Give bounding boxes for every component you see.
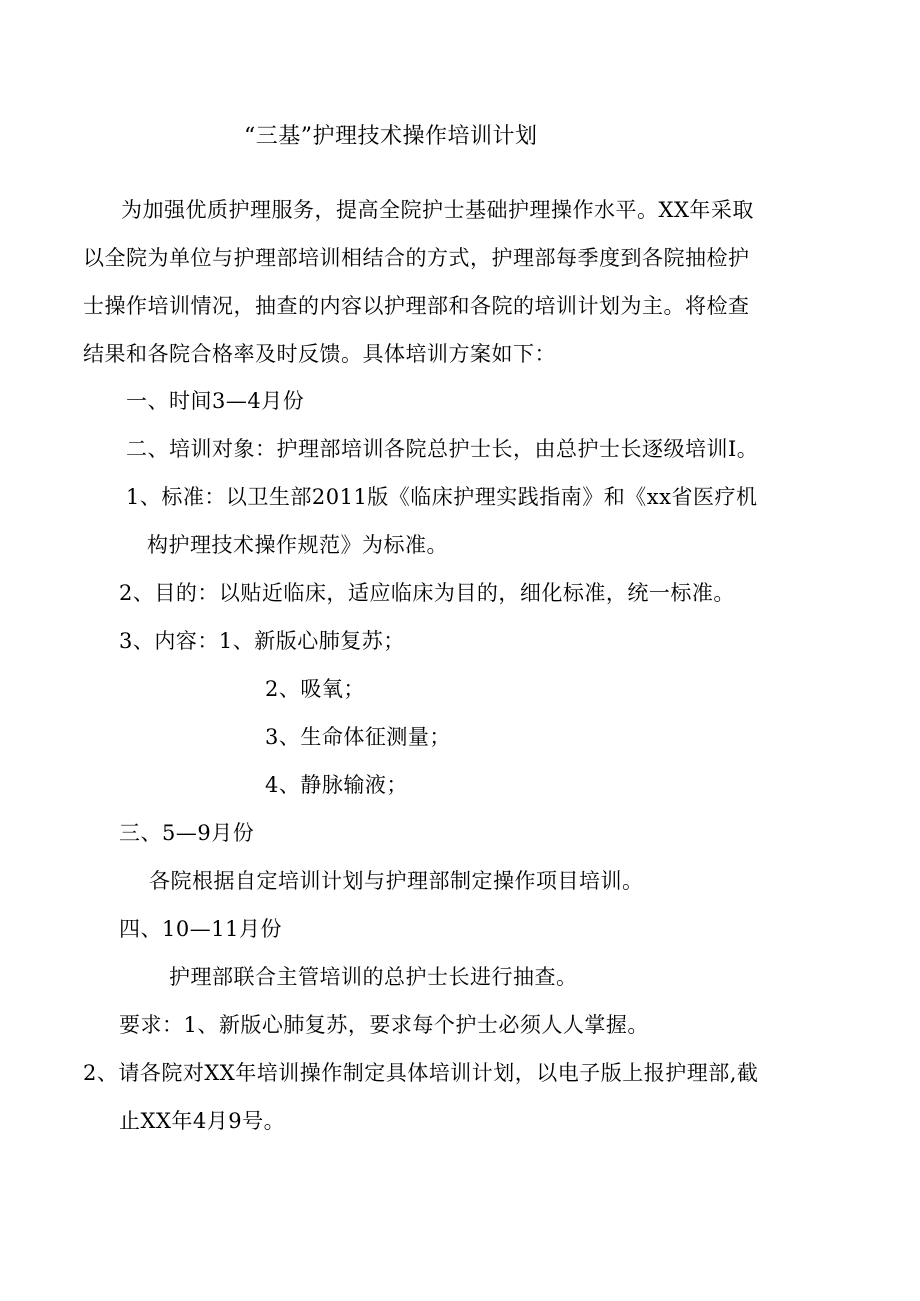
intro-line-4: 结果和各院合格率及时反馈。具体培训方案如下： bbox=[83, 342, 556, 366]
intro-line-3: 士操作培训情况，抽查的内容以护理部和各院的培训计划为主。将检查 bbox=[83, 294, 750, 318]
section-1-heading: 一、时间3—4月份 bbox=[126, 389, 305, 413]
requirement-1: 要求：1、新版心肺复苏，要求每个护士必须人人掌握。 bbox=[119, 1013, 649, 1037]
document-title: “三基”护理技术操作培训计划 bbox=[244, 124, 538, 149]
content-item-2: 2、吸氧； bbox=[265, 677, 365, 701]
requirement-2-line-1: 2、请各院对XX年培训操作制定具体培训计划，以电子版上报护理部,截 bbox=[83, 1061, 759, 1085]
content-item-4: 4、静脉输液； bbox=[265, 773, 408, 797]
section-3-heading: 三、5—9月份 bbox=[119, 821, 255, 845]
item-1-line-2: 构护理技术操作规范》为标准。 bbox=[147, 533, 448, 557]
item-3: 3、内容：1、新版心肺复苏； bbox=[119, 629, 405, 653]
requirement-2-line-2: 止XX年4月9号。 bbox=[119, 1109, 286, 1133]
section-4-heading: 四、10—11月份 bbox=[119, 917, 282, 941]
intro-line-1: 为加强优质护理服务，提高全院护士基础护理操作水平。XX年采取 bbox=[121, 198, 754, 222]
item-2: 2、目的：以贴近临床，适应临床为目的，细化标准，统一标准。 bbox=[119, 581, 735, 605]
item-1-line-1: 1、标准：以卫生部2011版《临床护理实践指南》和《xx省医疗机 bbox=[126, 485, 758, 509]
intro-line-2: 以全院为单位与护理部培训相结合的方式，护理部每季度到各院抽检护 bbox=[83, 246, 750, 270]
section-3-text: 各院根据自定培训计划与护理部制定操作项目培训。 bbox=[149, 869, 644, 893]
section-2-heading: 二、培训对象：护理部培训各院总护士长，由总护士长逐级培训I。 bbox=[126, 437, 759, 461]
content-item-3: 3、生命体征测量； bbox=[265, 725, 451, 749]
section-4-text: 护理部联合主管培训的总护士长进行抽查。 bbox=[169, 965, 578, 989]
